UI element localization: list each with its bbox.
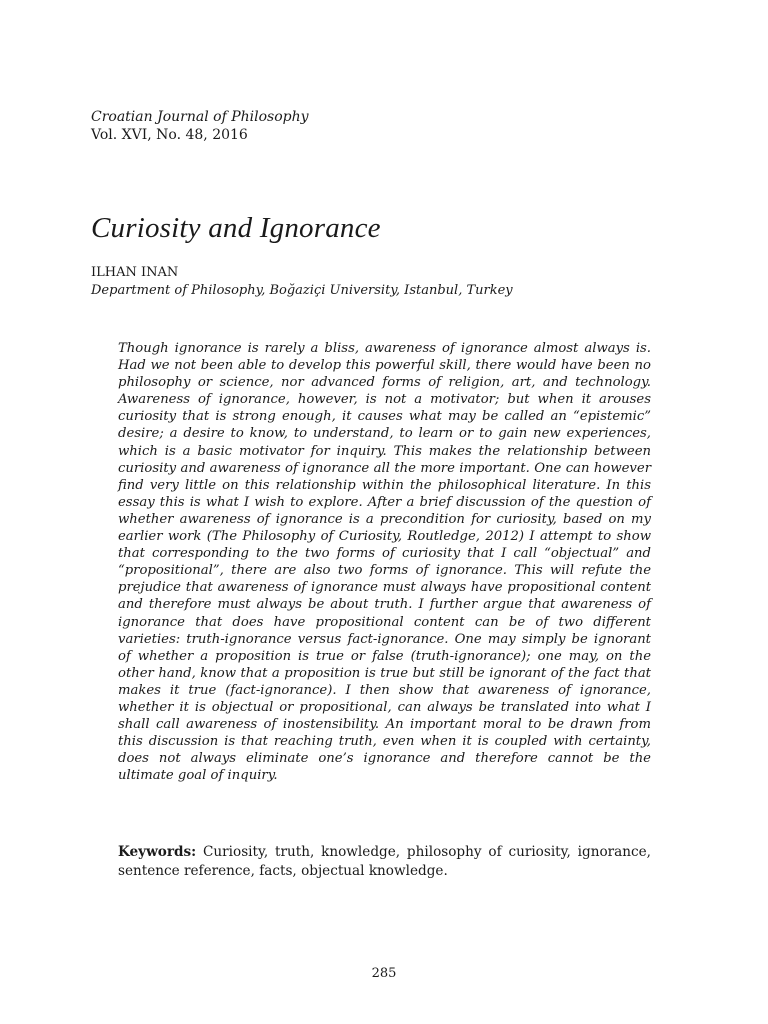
page-number: 285 [371,966,397,981]
author-name: ILHAN INAN [91,265,179,280]
author-affiliation: Department of Philosophy, Boğaziçi University, Istanbul, Turkey [91,283,513,298]
author-block [91,264,513,300]
abstract: Though ignorance is rarely a bliss, awareness of ignorance almost always is. Had we not been able to develop this powerful skill, there would have been no philosophy or science, nor advanced forms of religion, art, and technology. Awareness of ignorance, however, is not a motivator; but when it arouses curiosity that is strong enough, it causes what may be called an “epistemic” desire; a desire to know, to understand, to learn or to gain new experiences, which is a basic motivator for inquiry. This makes the relationship between curiosity and awareness of ignorance all the more important. One can however find very little on this relationship within the philosophical literature. In this essay this is what I wish to explore. After a brief discussion of the question of whether awareness of ignorance is a precondition for curiosity, based on my earlier work (The Philosophy of Curiosity, Routledge, 2012) I attempt to show that corresponding to the two forms of curiosity that I call “objectual” and “propositional”, there are also two forms of ignorance. This will refute the prejudice that awareness of ignorance must always have propositional content and therefore must always be about truth. I further argue that awareness of ignorance that does have propositional content can be of two different varieties: truth-ignorance versus fact-ignorance. One may simply be ignorant of whether a proposition is true or false (truth-ignorance); one may, on the other hand, know that a proposition is true but still be ignorant of the fact that makes it true (fact-ignorance). I then show that awareness of ignorance, whether it is objectual or propositional, can always be translated into what I shall call awareness of inostensibility. An important moral to be drawn from this discussion is that reaching truth, even when it is coupled with certainty, does not always eliminate one’s ignorance and therefore cannot be the ultimate goal of inquiry. [118,341,651,784]
keywords-text: Curiosity, truth, knowledge, philosophy of curiosity, ignorance, sentence reference, facts, objectual knowledge. [118,844,651,879]
journal-name: Croatian Journal of Philosophy [91,109,309,125]
volume-info: Vol. XVI, No. 48, 2016 [91,127,248,143]
article-title: Curiosity and Ignorance [91,212,381,244]
keywords-label: Keywords: [118,844,197,860]
journal-header [91,108,309,144]
keywords [118,843,651,881]
